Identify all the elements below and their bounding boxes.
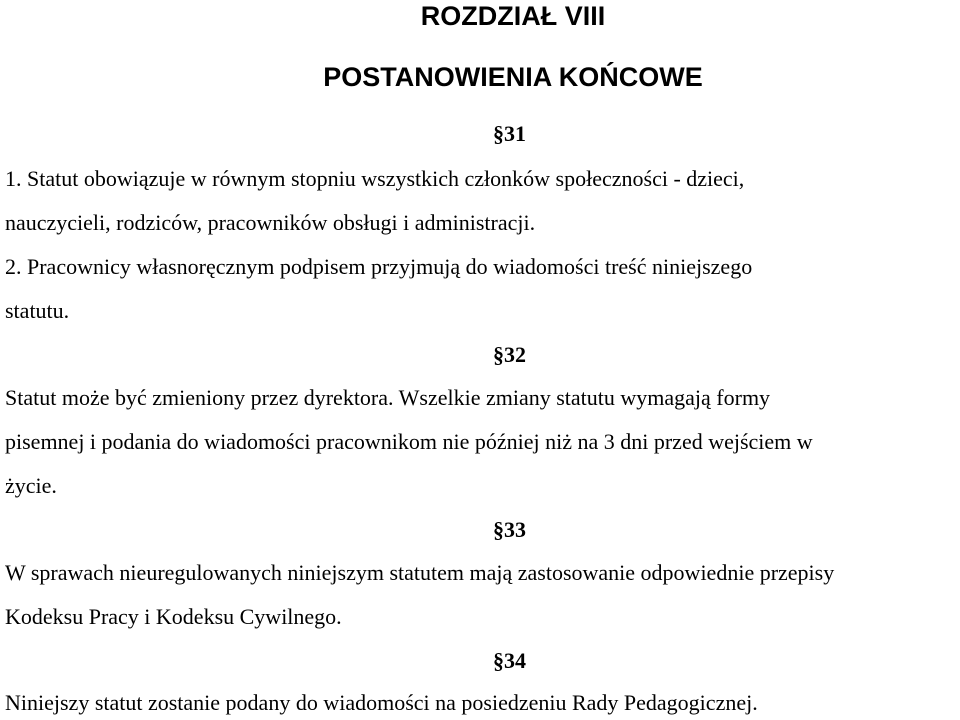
section-34-line: Niniejszy statut zostanie podany do wiadomości na posiedzeniu Rady Pedagogicznej. xyxy=(5,690,758,715)
section-31-line: 2. Pracownicy własnoręcznym podpisem przyjmują do wiadomości treść niniejszego xyxy=(5,254,753,279)
section-32-line: Statut może być zmieniony przez dyrektora. Wszelkie zmiany statutu wymagają formy xyxy=(5,385,771,410)
section-31-line: nauczycieli, rodziców, pracowników obsługi i administracji. xyxy=(5,210,536,235)
section-31-mark: §31 xyxy=(493,121,526,146)
section-32-line: pisemnej i podania do wiadomości pracownikom nie później niż na 3 dni przed wejściem w xyxy=(5,429,813,454)
section-31-line: statutu. xyxy=(5,298,70,323)
chapter-number-heading: ROZDZIAŁ VIII xyxy=(420,1,606,31)
chapter-title-heading: POSTANOWIENIA KOŃCOWE xyxy=(323,62,703,92)
section-32-line: życie. xyxy=(5,473,57,498)
section-33-mark: §33 xyxy=(493,517,526,542)
section-31-line: 1. Statut obowiązuje w równym stopniu wszystkich członków społeczności - dzieci, xyxy=(5,166,745,191)
section-32-mark: §32 xyxy=(493,342,526,367)
section-33-line: W sprawach nieuregulowanych niniejszym statutem mają zastosowanie odpowiednie przepisy xyxy=(5,560,835,585)
section-33-line: Kodeksu Pracy i Kodeksu Cywilnego. xyxy=(5,604,342,629)
section-34-mark: §34 xyxy=(493,648,526,673)
